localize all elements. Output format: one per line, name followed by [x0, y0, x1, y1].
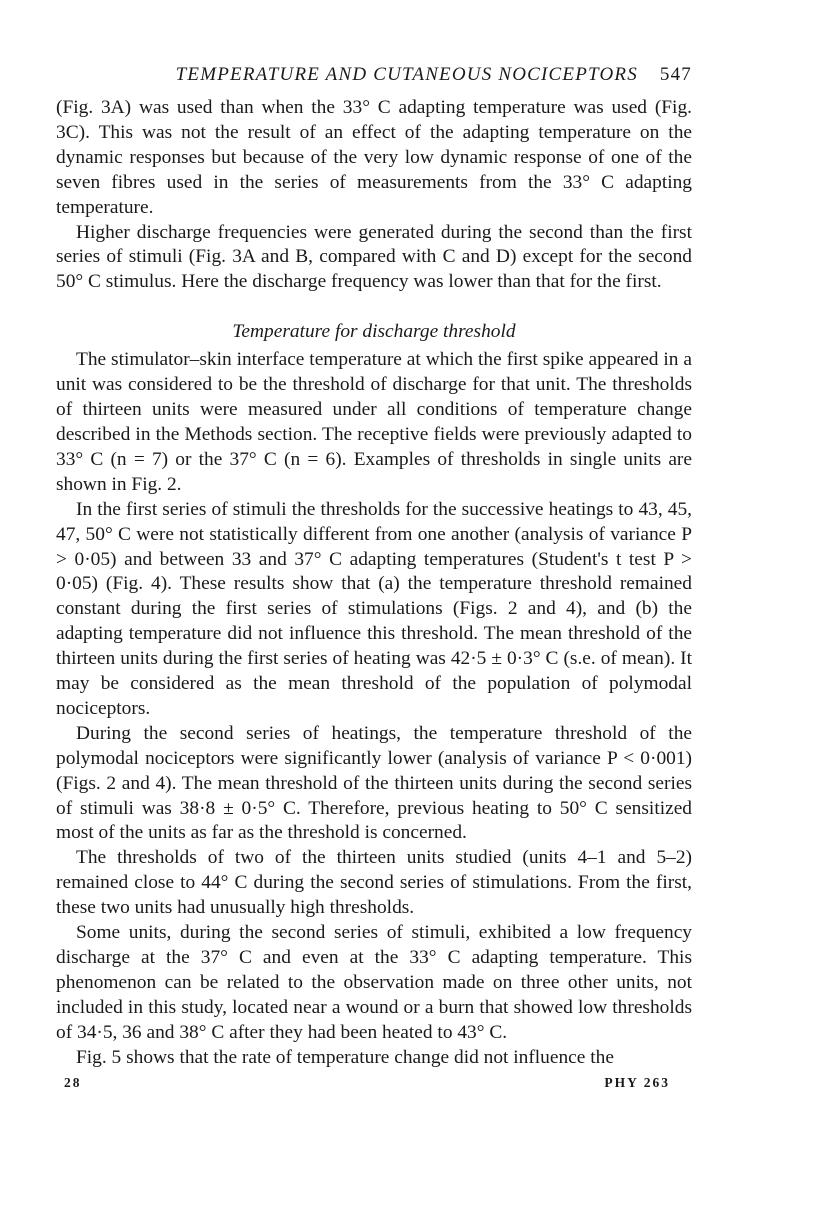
paragraph-first-series: In the first series of stimuli the thresholds for the successive heatings to 43, 45, 47, 50° C were not statistically different from one another (analysis of variance P > 0·05) and between 33 and 37° C adapting temperatures (Student's t test P > 0·05) (Fig. 4). These results show that (a) the temperature threshold remained constant during the first series of stimulations (Figs. 2 and 4), and (b) the adapting temperature did not influence this threshold. The mean threshold of the thirteen units during the first series of heating was 42·5 ± 0·3° C (s.e. of mean). It may be considered as the mean threshold of the population of polymodal nociceptors.: [56, 498, 692, 719]
journal-mark: PHY 263: [604, 1074, 670, 1090]
paragraph-low-frequency-discharge: Some units, during the second series of stimuli, exhibited a low frequency discharge at the 37° C and even at the 33° C adapting temperature. This phenomenon can be related to the observation made on three other units, not included in this study, located near a wound or a burn that showed low thresholds of 34·5, 36 and 38° C after they had been heated to 43° C.: [56, 922, 692, 1043]
signature-mark: 28: [64, 1074, 82, 1090]
paragraph-discharge-frequencies: Higher discharge frequencies were generated during the second than the first series of stimuli (Fig. 3A and B, compared with C and D) except for the second 50° C stimulus. Here the discharge frequency was lower than that for the first.: [56, 221, 692, 293]
running-header: [56, 64, 692, 96]
paragraph-rate-of-change: Fig. 5 shows that the rate of temperature change did not influence the: [76, 1046, 614, 1068]
page-number: 547: [659, 64, 692, 85]
running-title: TEMPERATURE AND CUTANEOUS NOCICEPTORS: [175, 64, 638, 85]
paragraph-high-threshold-units: The thresholds of two of the thirteen units studied (units 4–1 and 5–2) remained close to 44° C during the second series of stimulations. From the first, these two units had unusually high thresholds.: [56, 847, 692, 919]
page-footer: [56, 1075, 692, 1091]
paragraph-threshold-definition: The stimulator–skin interface temperature at which the first spike appeared in a unit was considered to be the threshold of discharge for that unit. The thresholds of thirteen units were measured under all conditions of temperature change described in the Methods section. The receptive fields were previously adapted to 33° C (n = 7) or the 37° C (n = 6). Examples of thresholds in single units are shown in Fig. 2.: [56, 349, 692, 495]
journal-page: [56, 64, 692, 1091]
paragraph-second-series: During the second series of heatings, the temperature threshold of the polymodal nociceptors were significantly lower (analysis of variance P < 0·001) (Figs. 2 and 4). The mean threshold of the thirteen units during the second series of stimuli was 38·8 ± 0·5° C. Therefore, previous heating to 50° C sensitized most of the units as far as the threshold is concerned.: [56, 722, 692, 844]
paragraph-continued: (Fig. 3A) was used than when the 33° C adapting temperature was used (Fig. 3C). This was not the result of an effect of the adapting temperature on the dynamic responses but because of the very low dynamic response of one of the seven fibres used in the series of measurements from the 33° C adapting temperature.: [56, 97, 692, 218]
section-heading: Temperature for discharge threshold: [232, 321, 516, 343]
